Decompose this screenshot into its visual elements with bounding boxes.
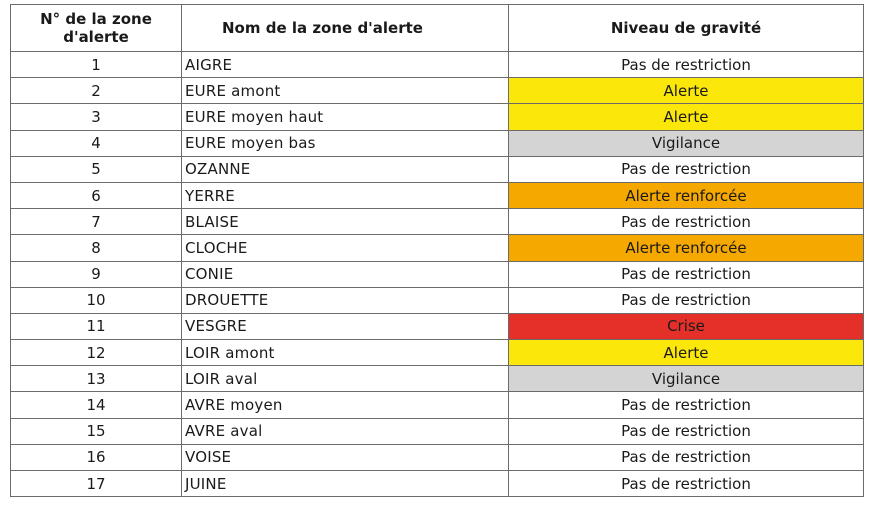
zone-number-cell: 15	[11, 418, 182, 444]
severity-cell: Pas de restriction	[509, 156, 864, 182]
zone-name-cell: LOIR aval	[182, 366, 509, 392]
severity-cell: Pas de restriction	[509, 418, 864, 444]
zone-name-cell: EURE moyen haut	[182, 104, 509, 130]
zone-name-cell: LOIR amont	[182, 340, 509, 366]
zone-name-cell: VESGRE	[182, 313, 509, 339]
zone-number-cell: 7	[11, 209, 182, 235]
table-row	[11, 104, 864, 130]
zone-name-cell: AVRE aval	[182, 418, 509, 444]
table-row	[11, 418, 864, 444]
severity-cell: Crise	[509, 313, 864, 339]
zone-name-cell: AIGRE	[182, 52, 509, 78]
table-row	[11, 261, 864, 287]
table-row	[11, 209, 864, 235]
zone-number-cell: 16	[11, 444, 182, 470]
table-row	[11, 130, 864, 156]
zone-number-cell: 17	[11, 471, 182, 497]
zone-number-cell: 2	[11, 78, 182, 104]
zone-name-cell: YERRE	[182, 182, 509, 208]
zone-number-cell: 6	[11, 182, 182, 208]
table-row	[11, 366, 864, 392]
zone-number-header: N° de la zone d'alerte	[11, 5, 182, 52]
alert-zones-table	[10, 4, 864, 497]
table-row	[11, 471, 864, 497]
severity-cell: Vigilance	[509, 130, 864, 156]
severity-header: Niveau de gravité	[509, 5, 864, 52]
severity-cell: Pas de restriction	[509, 444, 864, 470]
severity-cell: Pas de restriction	[509, 209, 864, 235]
zone-number-cell: 8	[11, 235, 182, 261]
table-row	[11, 182, 864, 208]
zone-name-cell: CONIE	[182, 261, 509, 287]
table-row	[11, 340, 864, 366]
zone-name-cell: DROUETTE	[182, 287, 509, 313]
zone-number-cell: 5	[11, 156, 182, 182]
zone-name-cell: BLAISE	[182, 209, 509, 235]
table-row	[11, 156, 864, 182]
table-row	[11, 235, 864, 261]
zone-name-cell: VOISE	[182, 444, 509, 470]
zone-number-cell: 11	[11, 313, 182, 339]
zone-number-cell: 10	[11, 287, 182, 313]
severity-cell: Vigilance	[509, 366, 864, 392]
zone-name-cell: CLOCHE	[182, 235, 509, 261]
severity-cell: Pas de restriction	[509, 392, 864, 418]
table-row	[11, 52, 864, 78]
table-header-row	[11, 5, 864, 52]
table-row	[11, 78, 864, 104]
zone-number-cell: 3	[11, 104, 182, 130]
table-row	[11, 392, 864, 418]
severity-cell: Pas de restriction	[509, 261, 864, 287]
zone-number-cell: 4	[11, 130, 182, 156]
zone-name-header: Nom de la zone d'alerte	[182, 5, 509, 52]
severity-cell: Pas de restriction	[509, 287, 864, 313]
table-row	[11, 287, 864, 313]
severity-cell: Alerte	[509, 78, 864, 104]
table-row	[11, 313, 864, 339]
zone-number-cell: 13	[11, 366, 182, 392]
severity-cell: Pas de restriction	[509, 52, 864, 78]
table-body	[11, 52, 864, 497]
zone-name-cell: EURE amont	[182, 78, 509, 104]
zone-number-cell: 1	[11, 52, 182, 78]
zone-name-cell: EURE moyen bas	[182, 130, 509, 156]
severity-cell: Alerte	[509, 104, 864, 130]
zone-name-cell: AVRE moyen	[182, 392, 509, 418]
zone-name-cell: OZANNE	[182, 156, 509, 182]
severity-cell: Alerte renforcée	[509, 182, 864, 208]
table-row	[11, 444, 864, 470]
zone-name-cell: JUINE	[182, 471, 509, 497]
severity-cell: Alerte	[509, 340, 864, 366]
zone-number-cell: 12	[11, 340, 182, 366]
zone-number-cell: 9	[11, 261, 182, 287]
severity-cell: Alerte renforcée	[509, 235, 864, 261]
severity-cell: Pas de restriction	[509, 471, 864, 497]
zone-number-cell: 14	[11, 392, 182, 418]
